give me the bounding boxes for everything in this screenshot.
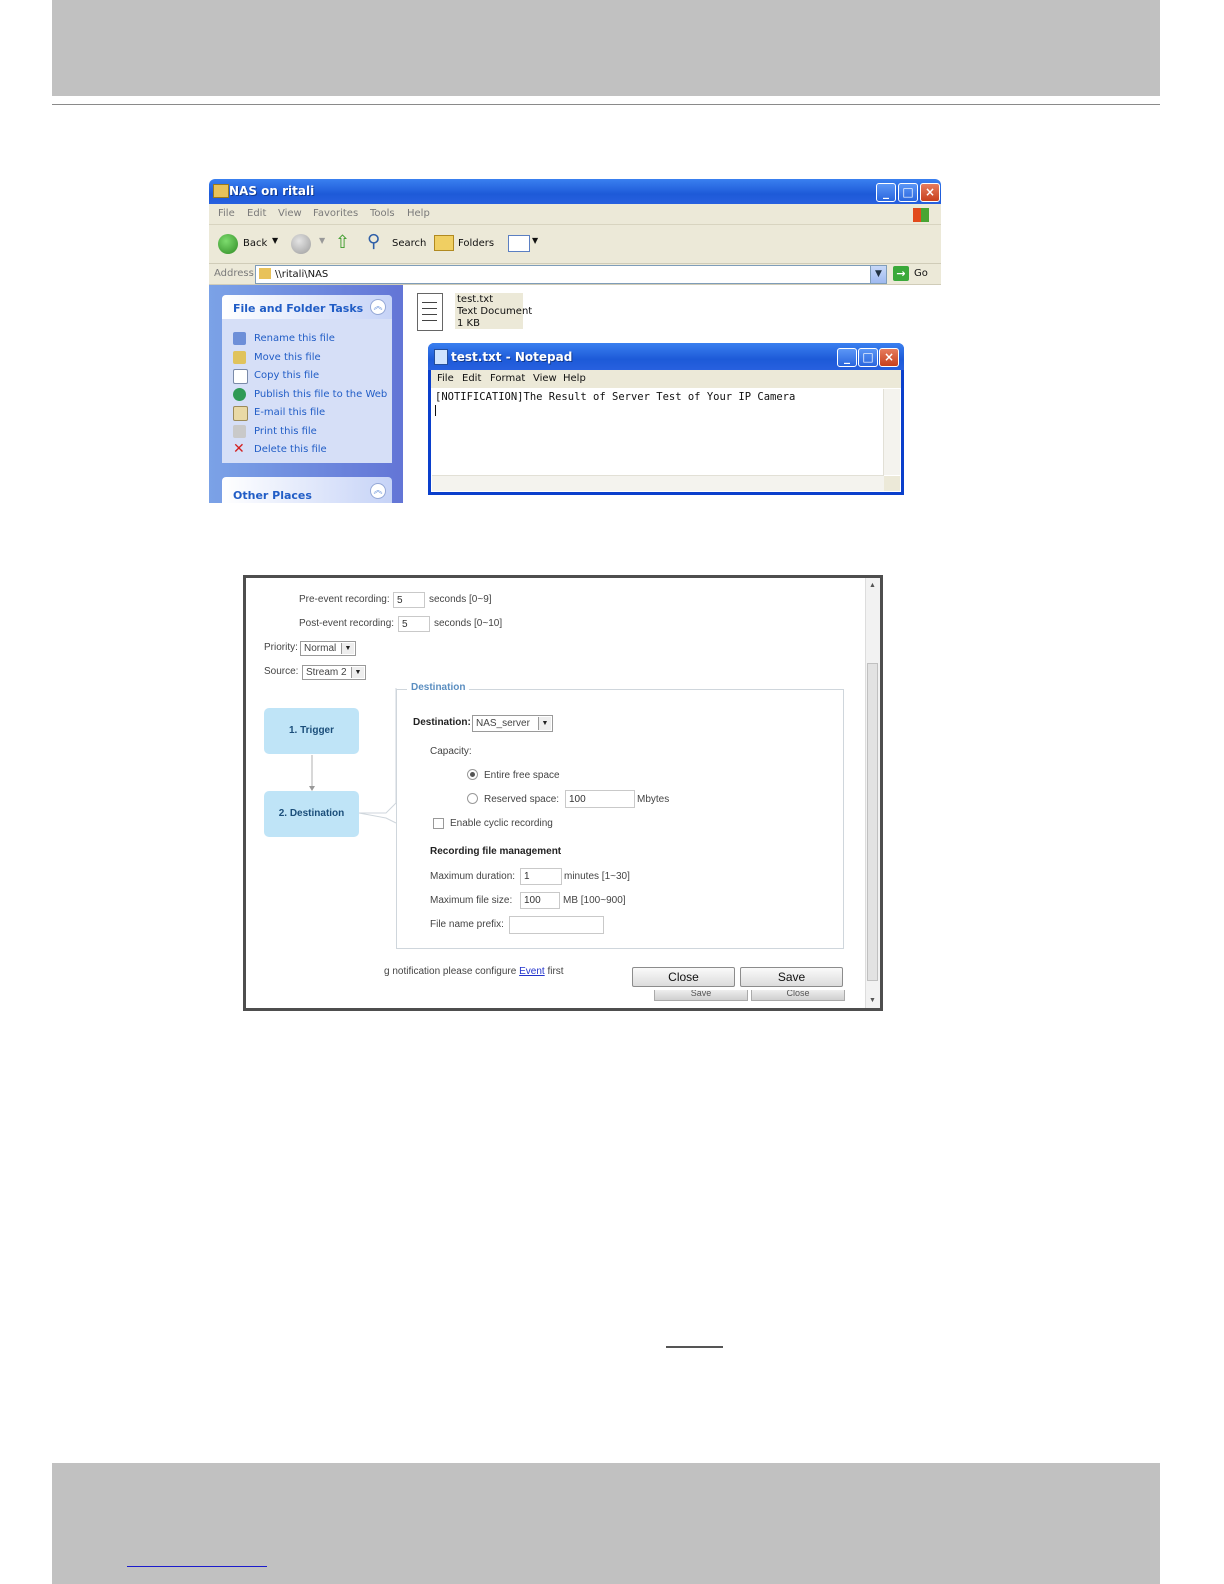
event-link[interactable]: Event [519,966,545,977]
tasks-heading: File and Folder Tasks [233,302,364,315]
step-destination-label: 2. Destination [278,808,345,819]
scroll-down-icon[interactable]: ▼ [869,997,876,1004]
capacity-label: Capacity: [430,746,472,757]
destination-label: Destination: [413,717,471,728]
reserved-space-label: Reserved space: [484,794,560,805]
post-event-input[interactable]: 5 [398,616,430,632]
search-icon[interactable]: ⚲ [367,231,381,252]
chevron-down-icon: ▼ [538,717,551,730]
chevron-down-icon: ▼ [351,667,364,678]
publish-web-icon [233,388,246,401]
address-value: \\ritali\NAS [275,269,329,280]
step-trigger[interactable] [264,708,359,754]
note-text [384,966,564,977]
close-button[interactable]: Close [632,967,735,987]
notepad-title: test.txt - Notepad [451,350,573,364]
close-button[interactable]: × [920,183,940,202]
task-move-label: Move this file [254,352,321,363]
notepad-text-area[interactable] [431,388,901,492]
views-icon[interactable] [508,235,530,252]
email-icon [233,406,248,421]
post-event-label: Post-event recording: [299,618,395,629]
file-type: Text Document [457,306,533,317]
cyclic-recording-checkbox[interactable] [433,818,444,829]
task-email-label: E-mail this file [254,407,326,418]
note-prefix: g notification please configure [384,966,517,977]
print-icon [233,425,246,438]
cyclic-recording-label: Enable cyclic recording [450,818,553,829]
minimize-button[interactable]: _ [876,183,896,202]
folders-button[interactable]: Folders [458,238,495,249]
task-rename-label: Rename this file [254,333,335,344]
step-destination[interactable] [264,791,359,837]
back-button[interactable]: Back [243,238,268,249]
menu-help[interactable]: Help [563,373,586,384]
destination-select[interactable] [472,715,553,732]
go-button[interactable]: Go [914,268,928,279]
pre-event-unit: seconds [0~9] [429,594,492,605]
reserved-space-unit: Mbytes [637,794,670,805]
maximize-button[interactable]: □ [858,348,878,367]
scrollbar-thumb[interactable] [867,663,878,981]
rename-icon [233,332,246,345]
other-places-header[interactable] [222,477,392,503]
collapse-icon[interactable]: ︽ [370,299,386,315]
explorer-titlebar[interactable] [209,179,941,204]
entire-free-space-label: Entire free space [484,770,560,781]
close-button[interactable]: × [879,348,899,367]
collapse-icon[interactable]: ︽ [370,483,386,499]
menu-help[interactable]: Help [407,208,430,219]
reserved-space-radio[interactable] [467,793,478,804]
views-dropdown-icon[interactable]: ▼ [532,236,539,245]
max-duration-input[interactable]: 1 [520,868,562,885]
pre-event-label: Pre-event recording: [299,594,390,605]
file-size: 1 KB [457,318,480,329]
underlying-close-button: Close [751,990,845,1001]
other-places-heading: Other Places [233,489,312,502]
header-rule [52,104,1160,105]
destination-value: NAS_server [476,718,530,729]
task-print-label: Print this file [254,426,317,437]
go-arrow-icon[interactable]: → [893,266,909,281]
file-item-test-txt[interactable] [455,293,533,329]
move-icon [233,351,246,364]
file-folder-tasks-panel [222,295,392,463]
back-dropdown-icon[interactable]: ▼ [272,236,279,245]
copy-icon [233,369,248,384]
menu-edit[interactable]: Edit [462,373,482,384]
dialog-scrollbar[interactable] [865,578,880,1008]
menu-favorites[interactable]: Favorites [313,208,359,219]
notepad-menubar [431,370,901,388]
priority-value: Normal [304,643,337,654]
menu-view[interactable]: View [533,373,557,384]
max-file-size-unit: MB [100~900] [563,895,626,906]
address-input[interactable] [255,265,887,284]
footer-link-underline [127,1566,267,1567]
resize-grip-icon[interactable] [884,476,900,491]
notepad-icon [434,349,448,365]
folder-icon [259,268,271,279]
priority-label: Priority: [264,642,298,653]
destination-legend: Destination [407,682,469,693]
chevron-down-icon[interactable]: ▼ [870,266,886,283]
maximize-button[interactable]: □ [898,183,918,202]
max-file-size-label: Maximum file size: [430,895,513,906]
chevron-down-icon: ▼ [341,643,354,654]
windows-logo-icon [913,208,929,222]
back-arrow-icon[interactable] [218,234,238,254]
save-button[interactable]: Save [740,967,843,987]
address-label: Address [214,268,254,279]
delete-x-icon: ✕ [233,441,245,457]
forward-dropdown-icon[interactable]: ▼ [319,236,326,245]
menu-edit[interactable]: Edit [247,208,267,219]
max-file-size-input[interactable]: 100 [520,892,560,909]
explorer-task-pane [209,285,403,503]
menu-file[interactable]: File [218,208,235,219]
notepad-window [428,343,904,495]
file-name: test.txt [457,294,494,305]
reserved-space-input[interactable]: 100 [565,790,635,808]
menu-file[interactable]: File [437,373,454,384]
menu-tools[interactable]: Tools [370,208,395,219]
scroll-up-icon[interactable]: ▲ [869,582,876,589]
max-duration-label: Maximum duration: [430,871,516,882]
source-label: Source: [264,666,299,677]
menu-view[interactable]: View [278,208,302,219]
address-bar [209,264,941,285]
divider-bar [666,1346,723,1348]
up-folder-icon[interactable]: ⇧ [335,232,351,253]
recording-management-heading: Recording file management [430,846,562,857]
file-name-prefix-input[interactable] [509,916,604,934]
tasks-header[interactable] [222,295,392,319]
search-button[interactable]: Search [392,238,427,249]
source-value: Stream 2 [306,667,347,678]
post-event-unit: seconds [0~10] [434,618,503,629]
note-suffix: first [547,966,564,977]
task-delete-label: Delete this file [254,444,327,455]
explorer-title: NAS on ritali [229,184,315,198]
task-publish-label: Publish this file to the Web [254,389,388,400]
step-trigger-label: 1. Trigger [288,725,334,736]
task-copy-label: Copy this file [254,370,320,381]
text-file-icon[interactable] [417,293,443,331]
explorer-toolbar [209,225,941,264]
explorer-menubar [209,204,941,225]
notepad-titlebar[interactable] [428,343,904,370]
network-folder-icon [213,184,229,198]
horizontal-scrollbar[interactable] [432,475,884,491]
forward-arrow-icon[interactable] [291,234,311,254]
recording-settings-dialog [243,575,883,1011]
page-header-band [52,0,1160,96]
pre-event-input[interactable]: 5 [393,592,425,608]
vertical-scrollbar[interactable] [883,389,900,475]
minimize-button[interactable]: _ [837,348,857,367]
file-name-prefix-label: File name prefix: [430,919,504,930]
notepad-content: [NOTIFICATION]The Result of Server Test of Your IP Camera [435,391,796,403]
entire-free-space-radio[interactable] [467,769,478,780]
folders-icon[interactable] [434,235,454,251]
menu-format[interactable]: Format [490,373,526,384]
max-duration-unit: minutes [1~30] [564,871,630,882]
underlying-save-button: Save [654,990,748,1001]
text-caret [435,405,436,416]
